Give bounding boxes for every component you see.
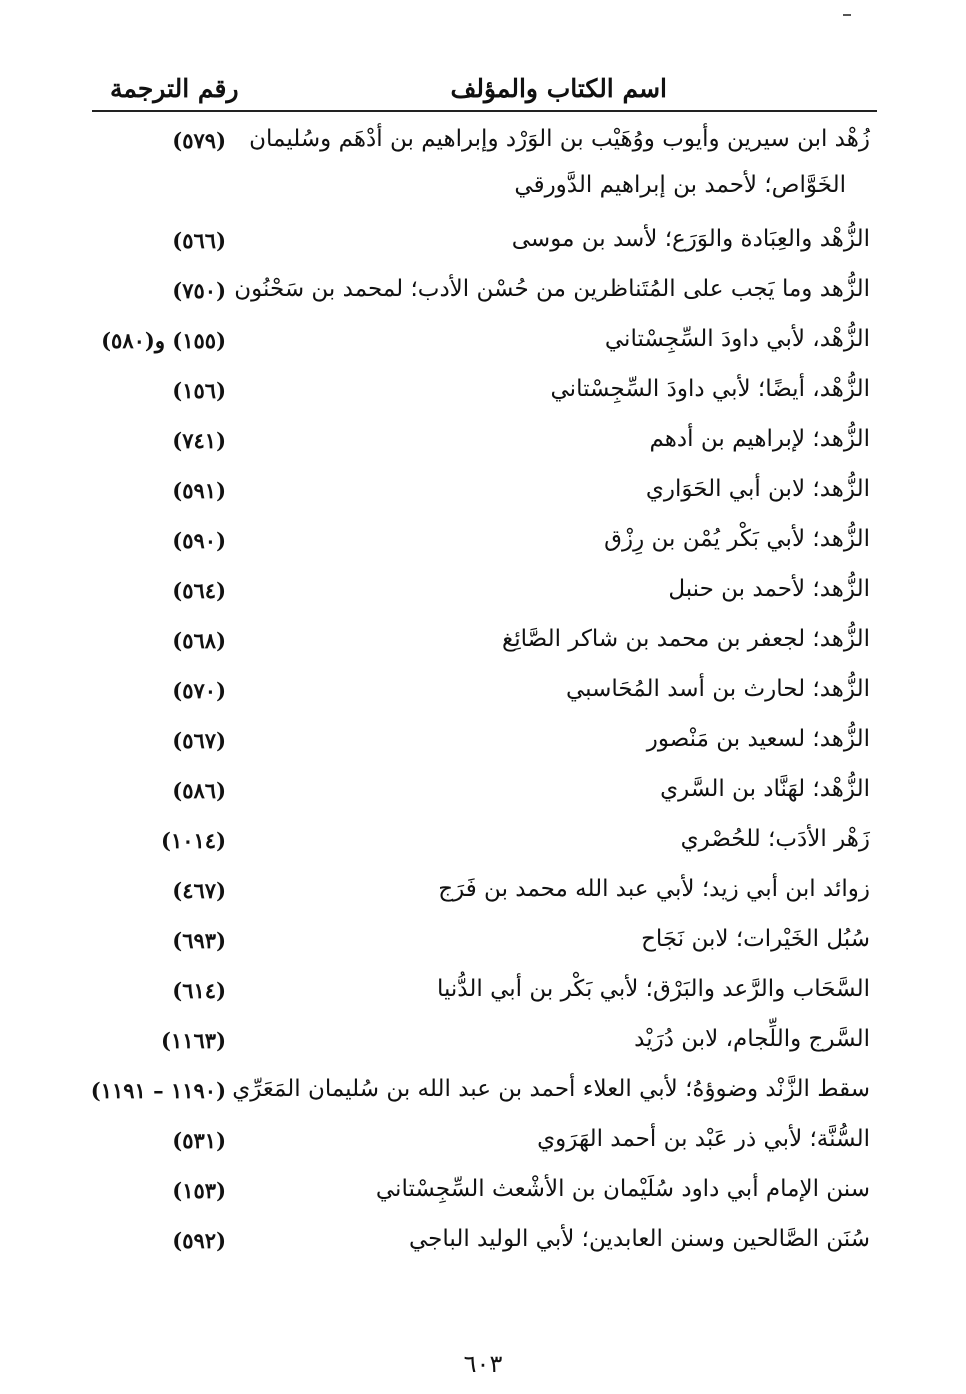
entry-title: الزُّهد؛ لإبراهيم بن أدهم xyxy=(649,426,870,452)
entry-title: الزُّهد؛ لابن أبي الحَوَاري xyxy=(645,476,870,502)
entry-number: (٦٩٣) xyxy=(172,928,226,953)
entry-title: الزُّهد وما يَجب على المُتَناظرين من حُسْن الأدب؛ لمحمد بن سَحْنُون xyxy=(234,276,870,302)
header-entry-number: رقم الترجمة xyxy=(110,74,239,103)
entry-number: (٧٤١) xyxy=(172,428,226,453)
page-number: ٦٠٣ xyxy=(463,1350,503,1378)
entry-number: (٥٦٧) xyxy=(172,728,226,753)
entry-number: (٦١٤) xyxy=(172,978,226,1003)
entry-number: (٥٨٦) xyxy=(172,778,226,803)
entry-number: (٥٦٤) xyxy=(172,578,226,603)
entry-title: السَّحَاب والرَّعد والبَرْق؛ لأبي بَكْر بن أبي الدُّنيا xyxy=(436,976,870,1002)
entry-number: (١١٦٣) xyxy=(161,1028,226,1053)
entry-number: (٥٩٢) xyxy=(172,1228,226,1253)
entry-number: (٥٩١) xyxy=(172,478,226,503)
entry-title: الزُّهد؛ لجعفر بن محمد بن شاكر الصَّائِغ xyxy=(501,626,870,652)
entry-number: (٥٦٦) xyxy=(172,228,226,253)
entry-title: الزُّهد؛ لسعيد بن مَنْصور xyxy=(646,726,870,752)
entry-title: الزُّهد؛ لحارث بن أسد المُحَاسبي xyxy=(565,676,870,702)
entry-number: (١١٩٠ – ١١٩١) xyxy=(90,1078,226,1103)
header-book-author: اسم الكتاب والمؤلف xyxy=(450,74,667,103)
entry-title: زُهْد ابن سيرين وأيوب ووُهَيْب بن الوَرْد وإبراهيم بن أدْهَم وسُليمان xyxy=(249,126,870,152)
entry-number: (٥٣١) xyxy=(172,1128,226,1153)
entry-title: سنن الإمام أبي داود سُلَيْمان بن الأشْعث السِّجِسْتاني xyxy=(375,1176,870,1202)
entry-number: (١٥٦) xyxy=(172,378,226,403)
entry-number: (٥٧٠) xyxy=(172,678,226,703)
entry-title: زوائد ابن أبي زيد؛ لأبي عبد الله محمد بن فَرَج xyxy=(438,876,870,902)
entry-number: (٥٧٩) xyxy=(172,128,226,153)
entry-number: (١٥٣) xyxy=(172,1178,226,1203)
entry-title: سقط الزَّنْد وضوؤهُ؛ لأبي العلاء أحمد بن عبد الله بن سُليمان المَعَرِّي xyxy=(232,1076,870,1102)
entry-title: السُّنَّة؛ لأبي ذر عَبْد بن أحمد الهَرَوي xyxy=(537,1126,870,1152)
entry-number: (٥٩٠) xyxy=(172,528,226,553)
entry-number: (١٥٥) و(٥٨٠) xyxy=(101,328,226,353)
entry-title: السَّرج واللِّجام، لابن دُرَيْد xyxy=(634,1026,870,1052)
entry-number: (٤٦٧) xyxy=(172,878,226,903)
entry-title: الزُّهد؛ لأبي بَكْر يُمْن بن رِزْق xyxy=(604,526,870,552)
entry-title: الزُّهْد؛ لهَنَّاد بن السَّري xyxy=(660,776,870,802)
entry-title-continuation: الخَوَّاص؛ لأحمد بن إبراهيم الدَّورقي xyxy=(514,172,846,198)
entry-number: (١٠١٤) xyxy=(161,828,226,853)
entry-title: سُنَن الصَّالحين وسنن العابدين؛ لأبي الوليد الباجي xyxy=(409,1226,870,1252)
entry-number: (٧٥٠) xyxy=(172,278,226,303)
entry-title: زَهْر الأدَب؛ للحُصْري xyxy=(680,826,870,852)
entry-title: الزُّهْد، لأبي داودَ السِّجِسْتاني xyxy=(604,326,870,352)
entry-title: سُبُل الخَيْرات؛ لابن نَجَاح xyxy=(641,926,870,952)
entry-title: الزُّهْد، أيضًا؛ لأبي داودَ السِّجِسْتاني xyxy=(550,376,870,402)
entry-title: الزُّهْد والعِبَادة والوَرَع؛ لأسد بن موسى xyxy=(511,226,870,252)
entry-number: (٥٦٨) xyxy=(172,628,226,653)
entry-title: الزُّهد؛ لأحمد بن حنبل xyxy=(668,576,870,602)
